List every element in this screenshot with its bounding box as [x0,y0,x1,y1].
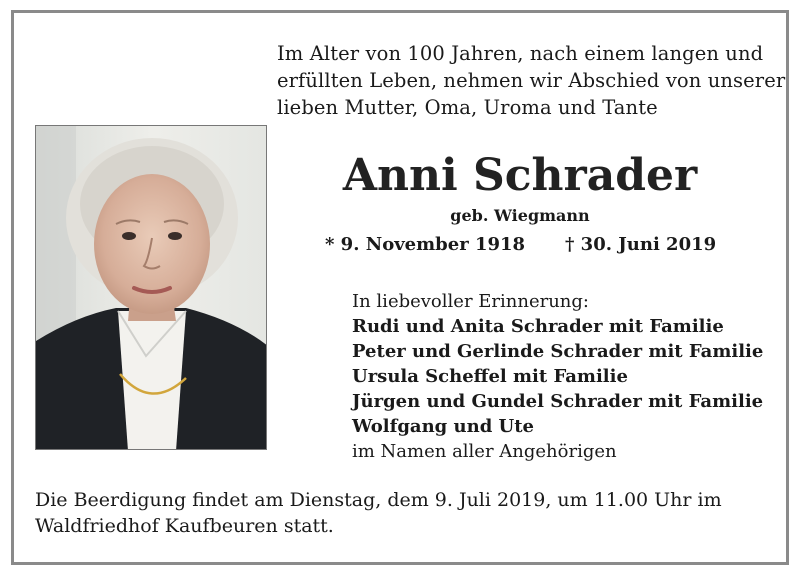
intro-text [277,40,786,121]
deceased-name: Anni Schrader [342,150,698,201]
mourner-family: Rudi und Anita Schrader mit Familie [352,316,724,337]
funeral-line: Waldfriedhof Kaufbeuren statt. [35,515,334,537]
birth-date: * 9. November 1918 [325,234,526,255]
mourners-closing: im Namen aller Angehörigen [352,441,617,462]
mourner-family: Jürgen und Gundel Schrader mit Familie [352,391,764,412]
maiden-name: geb. Wiegmann [450,206,590,225]
portrait-photo [35,125,267,450]
mourner-family: Peter und Gerlinde Schrader mit Familie [352,341,764,362]
mourners-block [352,289,782,464]
death-date: † 30. Juni 2019 [565,234,717,255]
mourner-family: Ursula Scheffel mit Familie [352,366,628,387]
funeral-line: Die Beerdigung findet am Dienstag, dem 9. Juli 2019, um 11.00 Uhr im [35,489,722,511]
funeral-notice [35,487,770,539]
mourners-heading: In liebevoller Erinnerung: [352,291,589,312]
intro-line: lieben Mutter, Oma, Uroma und Tante [277,96,658,119]
mourner-family: Wolfgang und Ute [352,416,535,437]
intro-line: Im Alter von 100 Jahren, nach einem langen und [277,42,764,65]
intro-line: erfüllten Leben, nehmen wir Abschied von unserer [277,69,786,92]
